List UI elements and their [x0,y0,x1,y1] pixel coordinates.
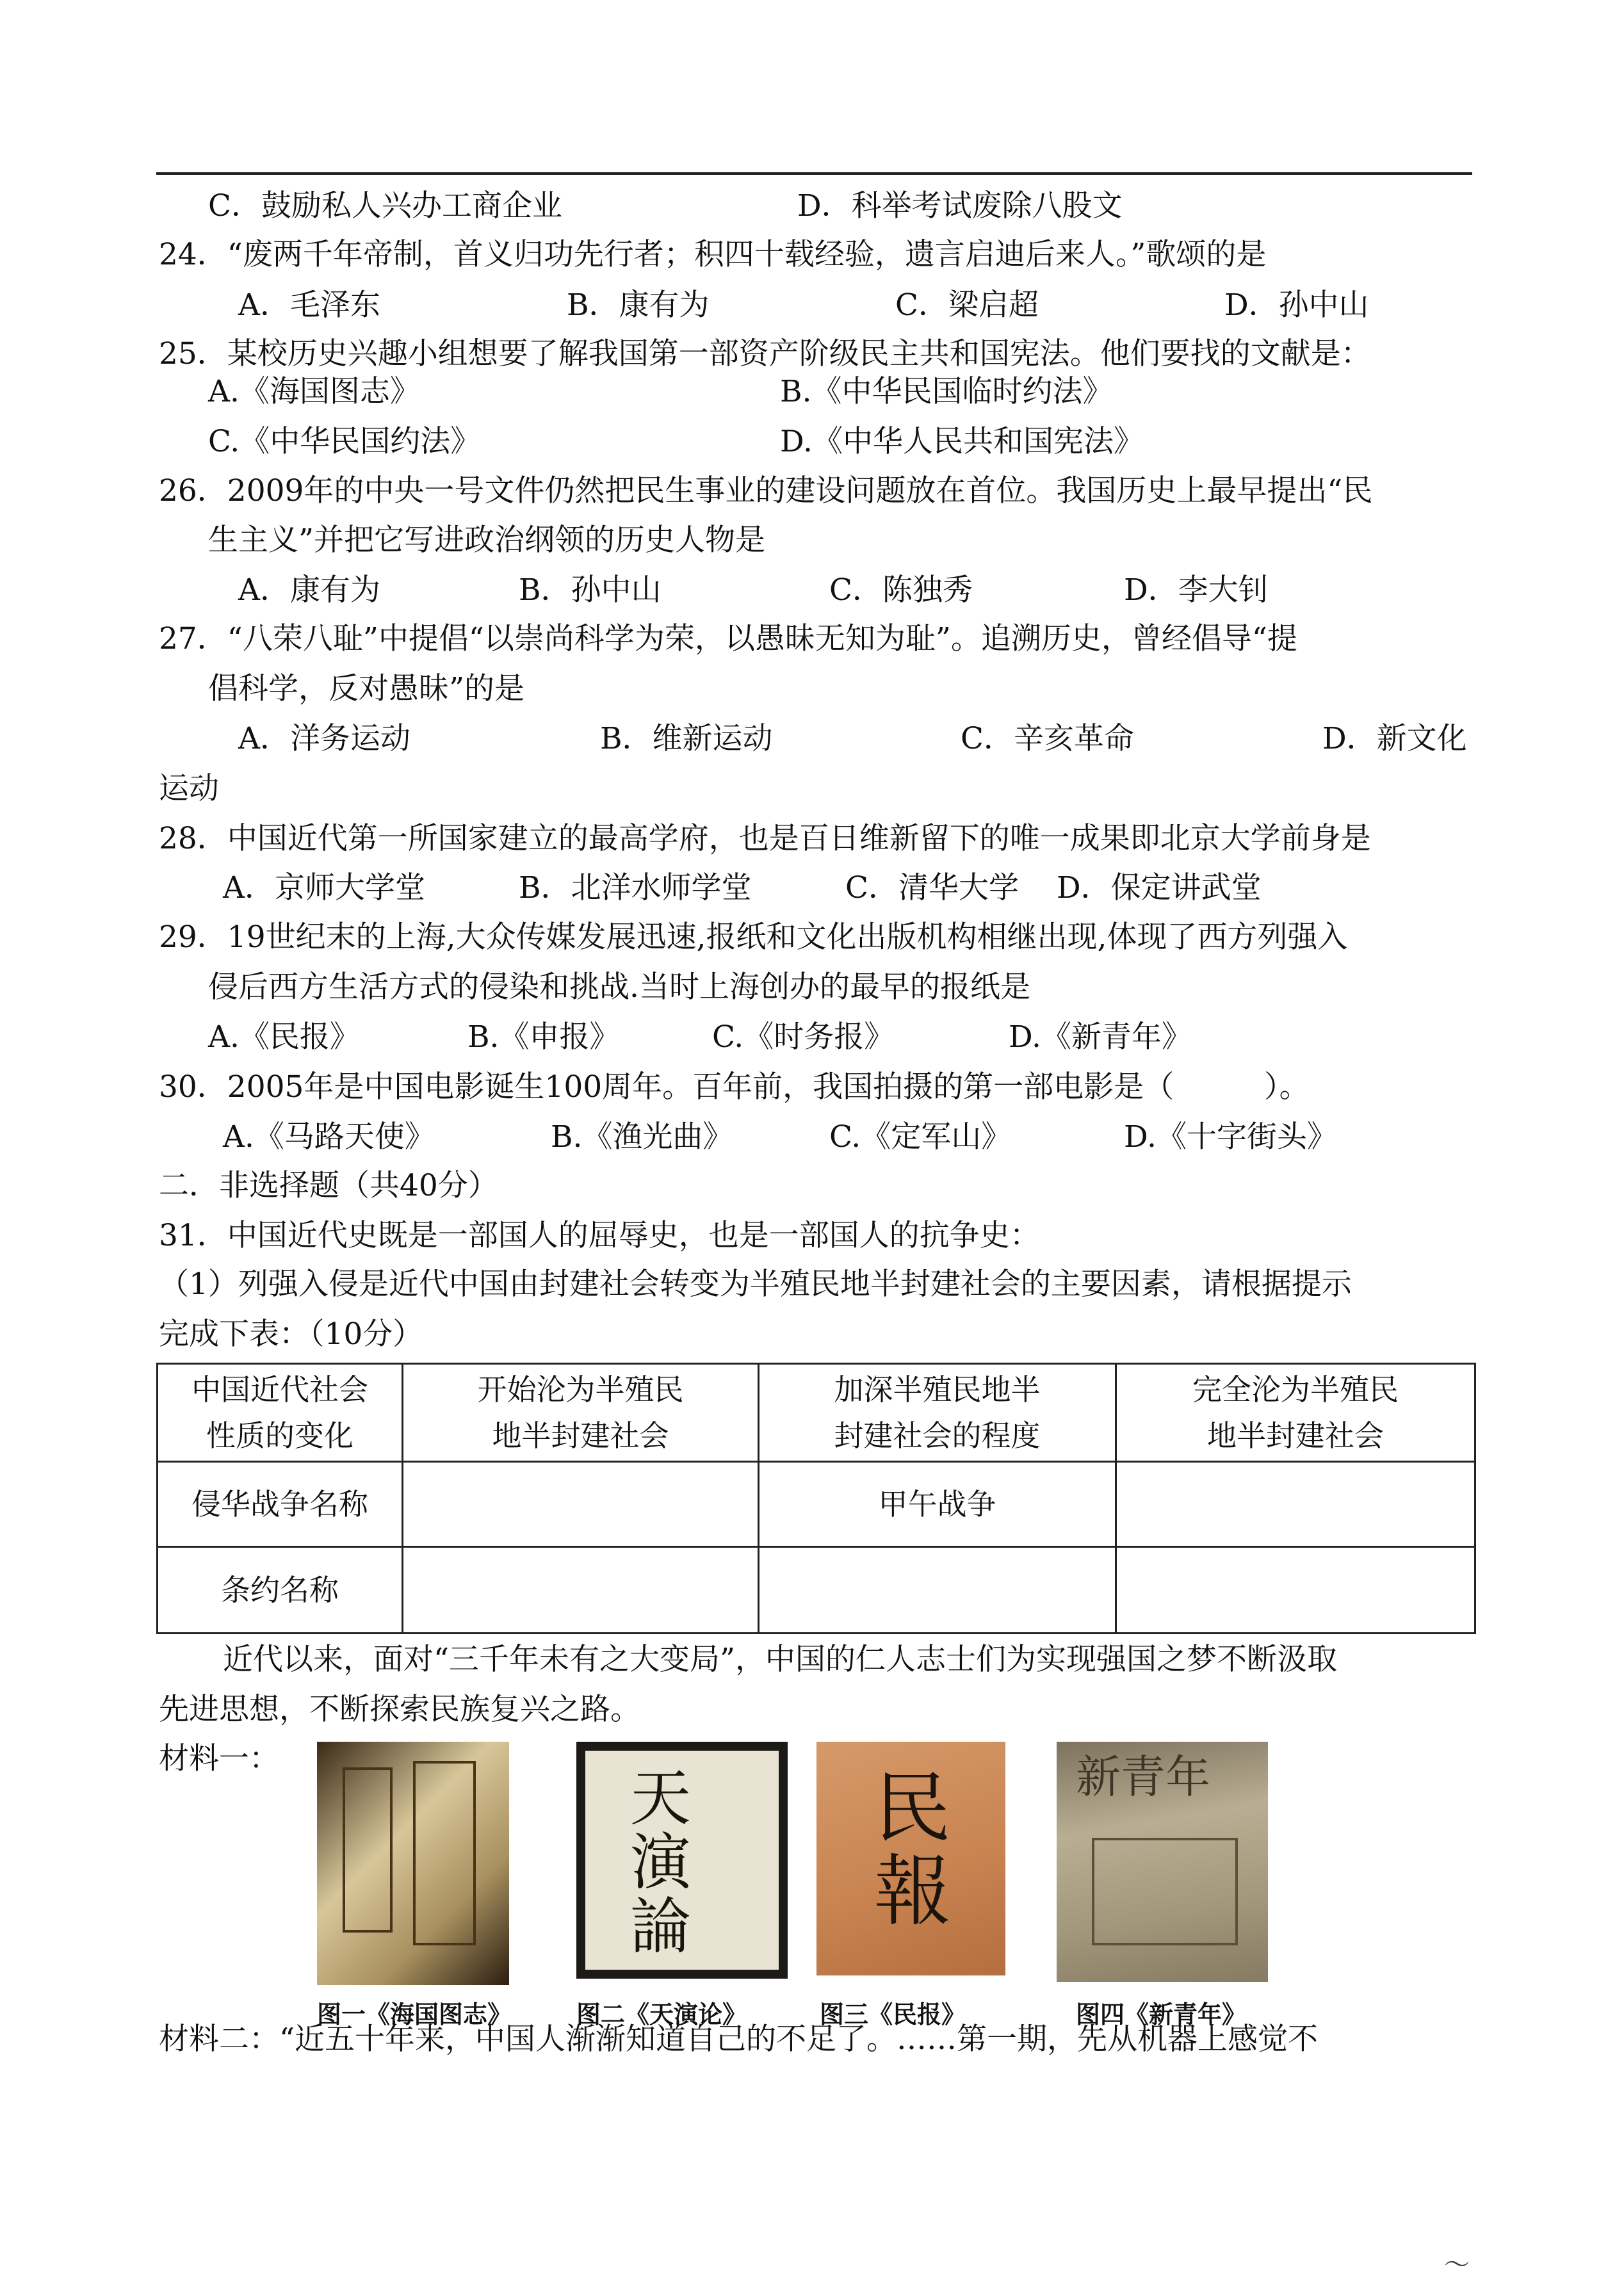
q26-option-b: B．孙中山 [519,572,662,608]
q27-option-d-wrap: 运动 [159,771,219,806]
book-cover-icon [317,1742,509,1985]
cover-label-frame [343,1767,393,1933]
table-row-treaties [158,1547,1475,1634]
table-header-complete [1116,1364,1475,1462]
cover-label-frame [413,1761,476,1945]
q24-option-d: D．孙中山 [1224,288,1369,323]
q26-option-a: A．康有为 [238,572,380,608]
page-mark: ～ [1444,2250,1470,2280]
q28-option-a: A．京师大学堂 [223,870,425,905]
question-28: 28．中国近代第一所国家建立的最高学府，也是百日维新留下的唯一成果即北京大学前身是 [159,821,1371,856]
table-header-nature [158,1364,403,1462]
cover-title-fig3: 民報 [874,1764,951,1936]
table-header-complete-line2: 地半封建社会 [1207,1418,1384,1453]
q28-option-c: C．清华大学 [845,870,1019,905]
question-29-line1: 29．19世纪末的上海,大众传媒发展迅速,报纸和文化出版机构相继出现,体现了西方列强入 [159,920,1348,955]
figure-3-caption: 图三《民报》 [820,2000,966,2029]
q29-option-a: A.《民报》 [208,1019,360,1055]
table-header-complete-line1: 完全沦为半殖民 [1192,1372,1399,1407]
intro-line1: 近代以来，面对“三千年未有之大变局”，中国的仁人志士们为实现强国之梦不断汲取 [223,1642,1338,1677]
q27-option-c: C．辛亥革命 [961,721,1134,756]
table-row-wars [158,1462,1475,1547]
q29-option-b: B.《申报》 [467,1019,620,1055]
figure-1-caption: 图一《海国图志》 [317,2000,512,2029]
question-24: 24．“废两千年帝制，首义归功先行者；积四十载经验，遗言启迪后来人。”歌颂的是 [159,237,1267,272]
q27-option-b: B．维新运动 [600,721,773,756]
question-29-line2: 侵后西方生活方式的侵染和挑战.当时上海创办的最早的报纸是 [208,969,1030,1005]
q23-option-c: C．鼓励私人兴办工商企业 [208,188,562,223]
section-2-heading: 二．非选择题（共40分） [159,1168,498,1203]
book-cover-icon [1057,1742,1268,1982]
table-header-deepen-line1: 加深半殖民地半 [834,1372,1041,1407]
question-26-line2: 生主义”并把它写进政治纲领的历史人物是 [208,523,766,558]
q30-option-d: D.《十字街头》 [1124,1119,1337,1155]
q25-option-c: C.《中华民国约法》 [208,424,481,459]
q29-option-d: D.《新青年》 [1009,1019,1192,1055]
table-header-start [403,1364,759,1462]
q30-option-a: A.《马路天使》 [223,1119,435,1155]
table-cell-treaty-blank-1 [403,1547,759,1634]
q23-option-d: D．科举考试废除八股文 [797,188,1123,223]
q24-option-c: C．梁启超 [895,288,1039,323]
q28-option-d: D．保定讲武堂 [1057,870,1262,905]
intro-line2: 先进思想，不断探索民族复兴之路。 [159,1692,640,1727]
table-header-deepen-line2: 封建社会的程度 [834,1418,1041,1453]
question-31-1-line1: （1）列强入侵是近代中国由封建社会转变为半殖民地半封建社会的主要因素，请根据提示 [159,1267,1352,1302]
q30-option-b: B.《渔光曲》 [551,1119,733,1155]
cover-title-fig4: 新青年 [1076,1751,1210,1803]
question-26-line1: 26．2009年的中央一号文件仍然把民生事业的建设问题放在首位。我国历史上最早提出“民 [159,473,1373,508]
question-27-line2: 倡科学，反对愚昧”的是 [208,671,525,706]
question-31-1-line2: 完成下表：（10分） [159,1317,423,1352]
table-header-row [158,1364,1475,1462]
table-cell-war-jiawu: 甲午战争 [759,1462,1116,1547]
figure-4-caption: 图四《新青年》 [1076,2000,1247,2029]
table-cell-treaty-blank-3 [1116,1547,1475,1634]
q25-option-a: A.《海国图志》 [208,374,420,409]
q29-option-c: C.《时务报》 [712,1019,895,1055]
table-cell-treaty-blank-2 [759,1547,1116,1634]
table-cell-war-blank-1 [403,1462,759,1547]
book-cover-icon [576,1742,788,1979]
q30-option-c: C.《定军山》 [829,1119,1012,1155]
table-header-start-line2: 地半封建社会 [492,1418,669,1453]
table-cell-treaty-label: 条约名称 [158,1547,403,1634]
material-1-label: 材料一： [159,1741,279,1776]
semi-colonial-table [156,1363,1476,1634]
question-25: 25．某校历史兴趣小组想要了解我国第一部资产阶级民主共和国宪法。他们要找的文献是： [159,336,1371,371]
header-rule [156,172,1472,175]
book-cover-icon [816,1742,1005,1975]
table-cell-war-label: 侵华战争名称 [158,1462,403,1547]
question-27-line1: 27．“八荣八耻”中提倡“以崇尚科学为荣，以愚昧无知为耻”。追溯历史，曾经倡导“提 [159,621,1297,656]
question-31: 31．中国近代史既是一部国人的屈辱史，也是一部国人的抗争史： [159,1218,1040,1253]
material-1-figures [311,1742,1310,2029]
table-header-start-line1: 开始沦为半殖民 [477,1372,684,1407]
q24-option-a: A．毛泽东 [238,288,380,323]
q25-option-b: B.《中华民国临时约法》 [780,374,1113,409]
table-header-nature-line2: 性质的变化 [206,1418,353,1453]
table-header-deepen [759,1364,1116,1462]
q27-option-d: D．新文化 [1322,721,1467,756]
table-cell-war-blank-2 [1116,1462,1475,1547]
figure-2-caption: 图二《天演论》 [576,2000,747,2029]
question-30: 30．2005年是中国电影诞生100周年。百年前，我国拍摄的第一部电影是（ ）。 [159,1069,1310,1105]
q28-option-b: B．北洋水师学堂 [519,870,752,905]
q25-option-d: D.《中华人民共和国宪法》 [780,424,1144,459]
q26-option-d: D．李大钊 [1124,572,1269,608]
table-header-nature-line1: 中国近代社会 [191,1372,368,1407]
material-2-line1: 材料二：“近五十年来，中国人渐渐知道自己的不足了。……第一期，先从机器上感觉不 [159,2022,1319,2057]
cover-title-fig2: 天演論 [630,1764,692,1962]
q24-option-b: B．康有为 [567,288,710,323]
q27-option-a: A．洋务运动 [238,721,410,756]
cover-frame [1092,1838,1238,1945]
q26-option-c: C．陈独秀 [829,572,973,608]
